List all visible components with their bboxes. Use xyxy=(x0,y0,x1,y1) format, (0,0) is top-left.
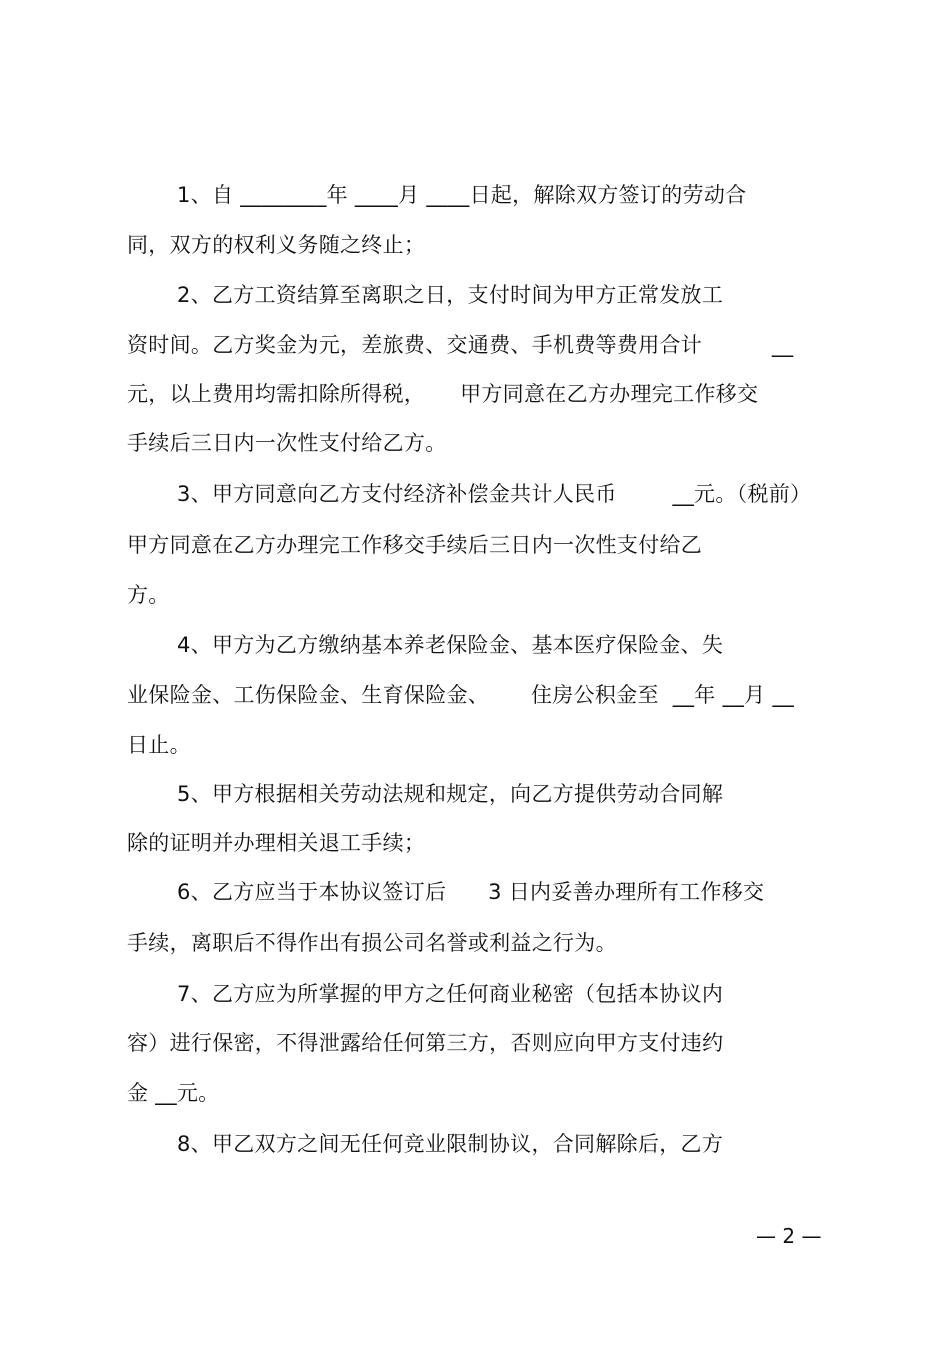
clause-3-line-2: 甲方同意在乙方办理完工作移交手续后三日内一次性支付给乙 xyxy=(127,533,703,557)
clause-7-line-1: 7、乙方应为所掌握的甲方之任何商业秘密（包括本协议内 xyxy=(177,982,724,1006)
clause-5-line-2: 除的证明并办理相关退工手续； xyxy=(127,831,426,855)
clause-4-line-1: 4、甲方为乙方缴纳基本养老保险金、基本医疗保险金、失 xyxy=(177,633,724,657)
clause-3-line-1: 3、甲方同意向乙方支付经济补偿金共计人民币 __元。（税前） xyxy=(177,482,812,506)
clause-2-line-2: 资时间。乙方奖金为元，差旅费、交通费、手机费等费用合计 __ xyxy=(127,333,794,357)
clause-2-line-4: 手续后三日内一次性支付给乙方。 xyxy=(127,431,447,455)
clause-5-line-1: 5、甲方根据相关劳动法规和规定，向乙方提供劳动合同解 xyxy=(177,782,724,806)
clause-4-line-3: 日止。 xyxy=(127,733,191,757)
clause-1-line-2: 同，双方的权利义务随之终止； xyxy=(127,233,426,257)
clause-4-line-2: 业保险金、工伤保险金、生育保险金、 住房公积金至 __年 __月 __ xyxy=(127,683,795,707)
clause-7-line-3: 金 __元。 xyxy=(127,1081,220,1105)
clause-2-line-3: 元，以上费用均需扣除所得税， 甲方同意在乙方办理完工作移交 xyxy=(127,382,759,406)
clause-7-line-2: 容）进行保密，不得泄露给任何第三方，否则应向甲方支付违约 xyxy=(127,1031,724,1055)
clause-8-line-1: 8、甲乙双方之间无任何竞业限制协议，合同解除后，乙方 xyxy=(177,1132,724,1156)
clause-3-line-3: 方。 xyxy=(127,583,170,607)
page-number: — 2 — xyxy=(756,1224,822,1248)
clause-2-line-1: 2、乙方工资结算至离职之日，支付时间为甲方正常发放工 xyxy=(177,283,724,307)
clause-1-line-1: 1、自 ________年 ____月 ____日起，解除双方签订的劳动合 xyxy=(177,183,747,207)
clause-6-line-2: 手续，离职后不得作出有损公司名誉或利益之行为。 xyxy=(127,931,617,955)
clause-6-line-1: 6、乙方应当于本协议签订后 3 日内妥善办理所有工作移交 xyxy=(177,880,765,904)
